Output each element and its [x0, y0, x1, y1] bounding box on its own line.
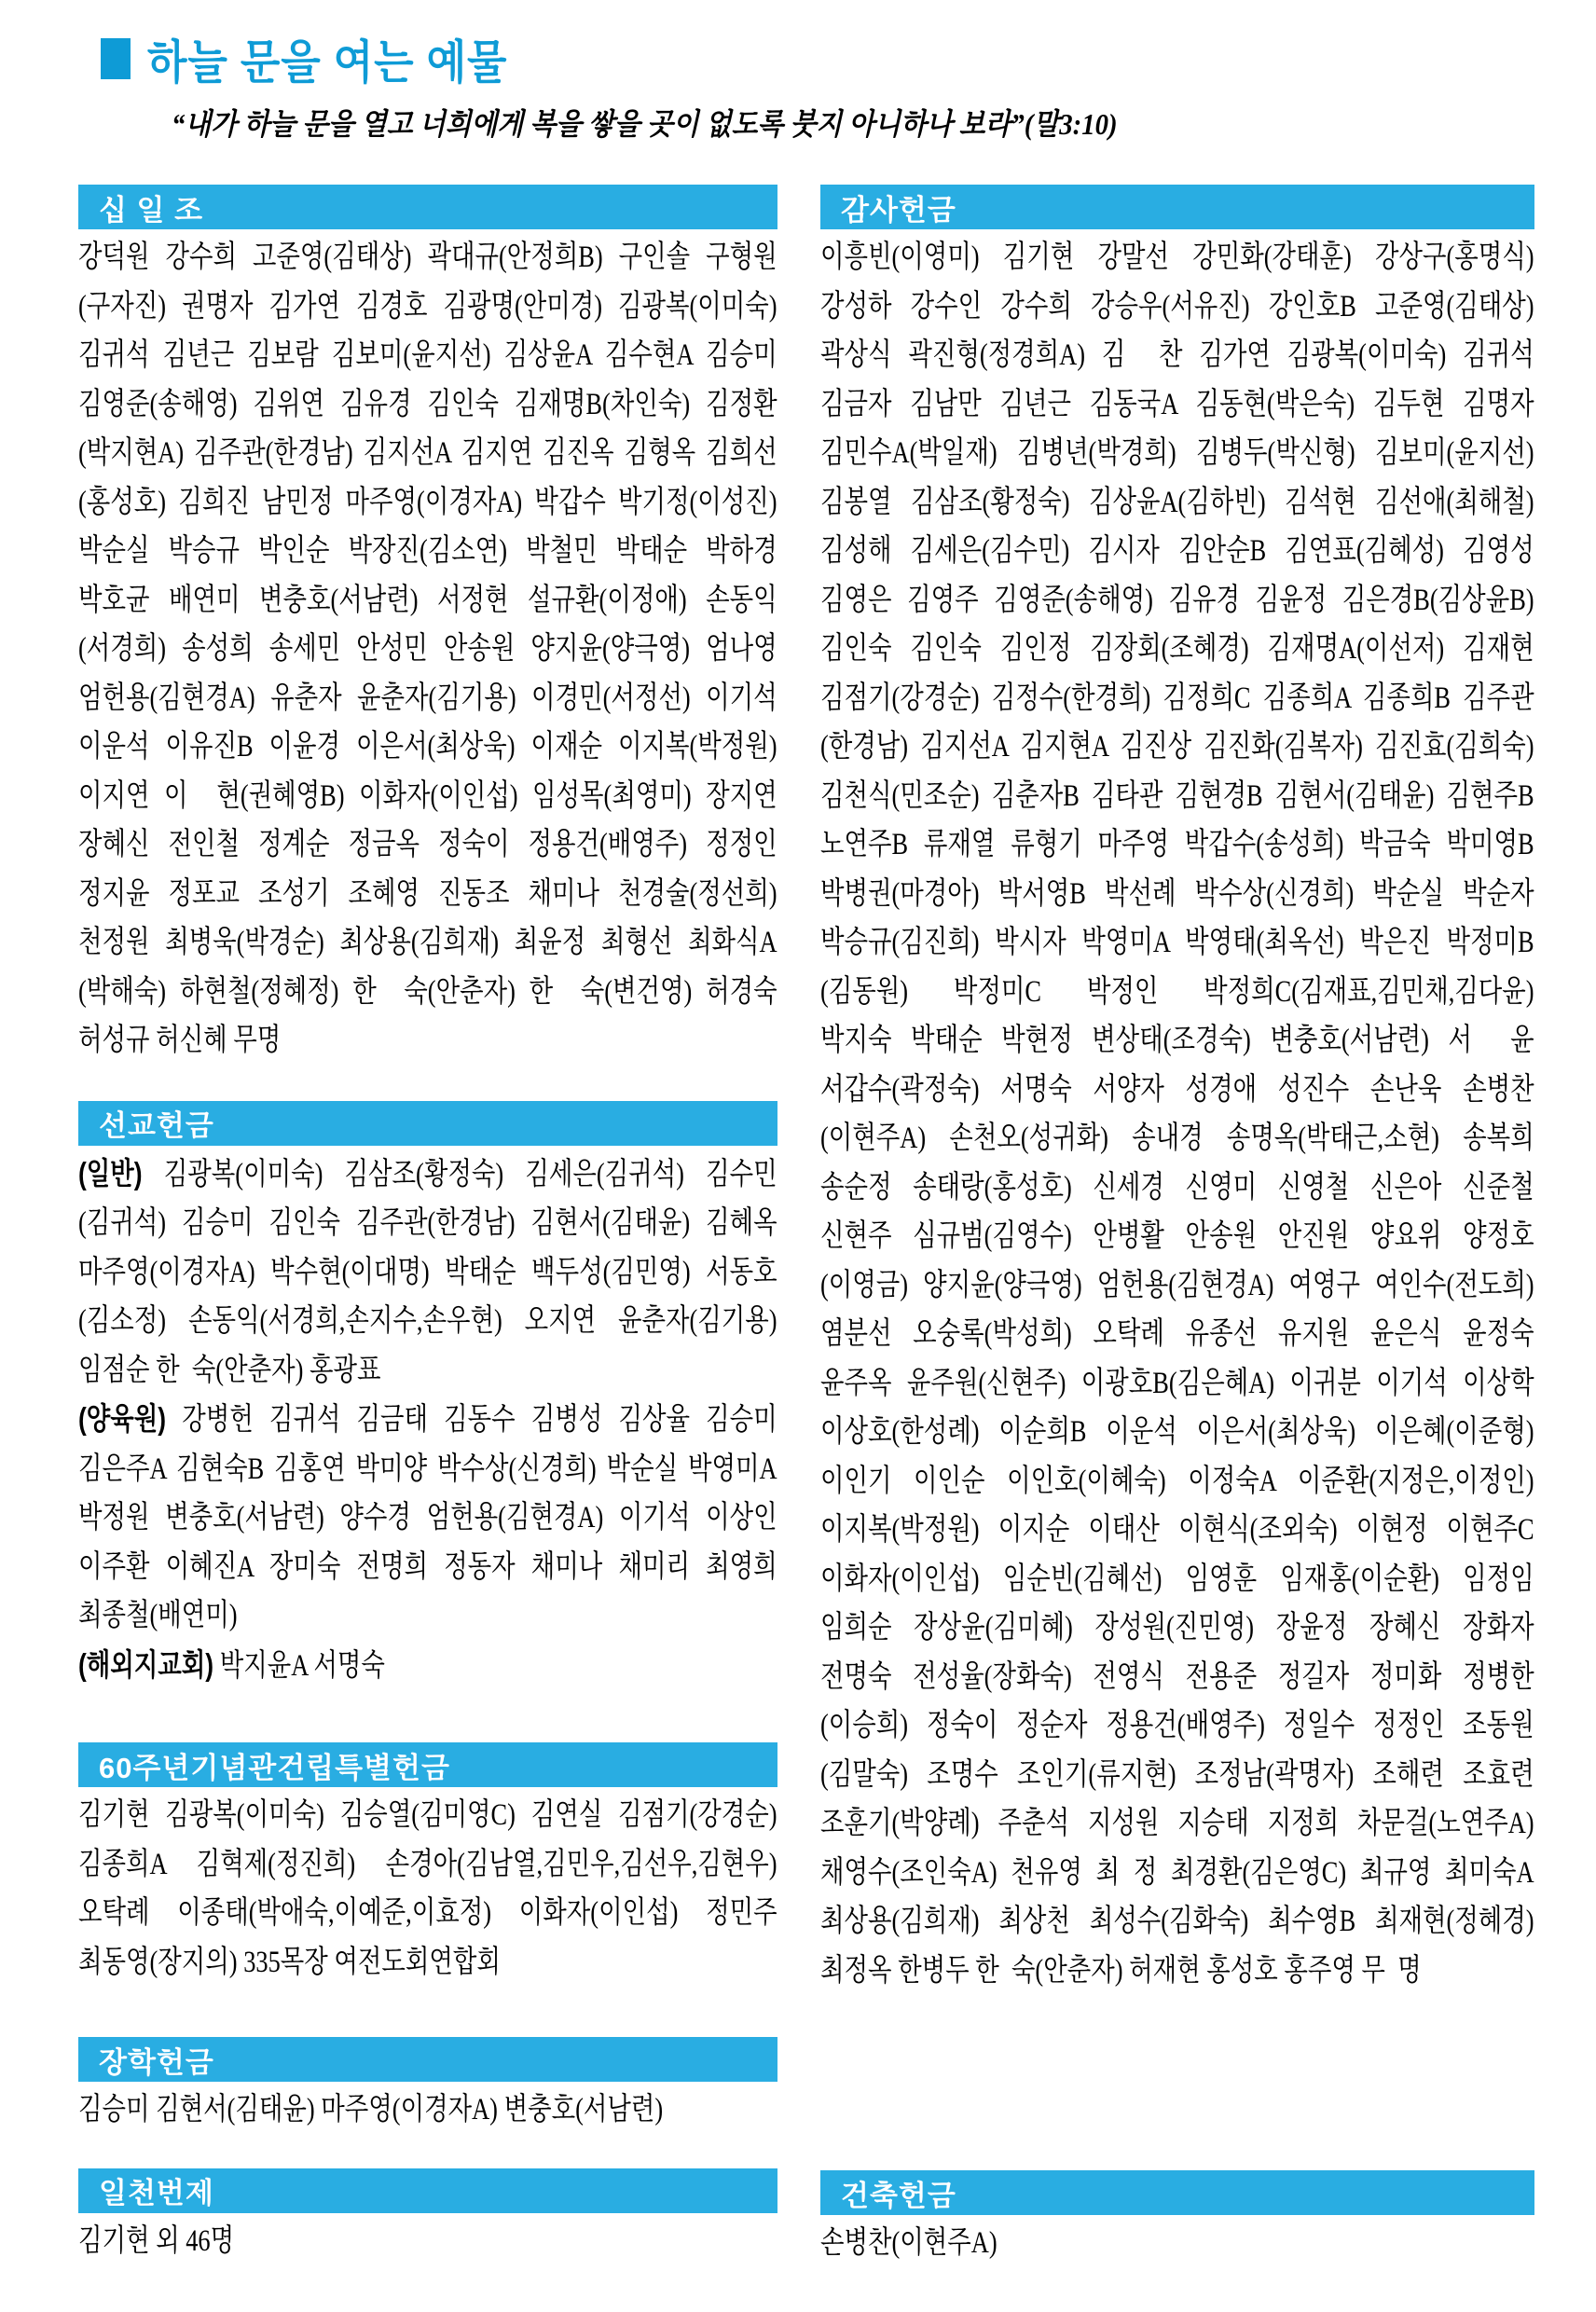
offering-names-line: 천정원 최병욱(박경순) 최상용(김희재) 최윤정 최형선 최화식A [78, 926, 777, 959]
section-header-thousand: 일천번제 [78, 2168, 777, 2213]
offering-names-line: 염분선 오숭록(박성희) 오탁례 유종선 유지원 윤은식 윤정숙 [820, 1317, 1534, 1351]
offering-names-line: 박지숙 박태순 박현정 변상태(조경숙) 변충호(서남련) 서 윤 [820, 1024, 1534, 1057]
section-header-thanksgiving: 감사헌금 [820, 185, 1534, 229]
offering-names-line: 임희순 장상윤(김미혜) 장성원(진민영) 장윤정 장혜신 장화자 [820, 1611, 1534, 1645]
section-body-thousand [78, 2213, 777, 2266]
offering-names-line: 오탁례 이종태(박애숙,이예준,이효정) 이화자(이인섭) 정민주 [78, 1896, 777, 1930]
section-memorial60 [78, 1742, 777, 1987]
offering-names-line: 박순실 박승규 박인순 박장진(김소연) 박철민 박태순 박하경 [78, 534, 777, 568]
section-header-scholarship: 장학헌금 [78, 2037, 777, 2082]
offering-names-line: 강덕원 강수희 고준영(김태상) 곽대규(안정희B) 구인솔 구형원 [78, 241, 777, 274]
offering-names-line: 손병찬(이현주A) [820, 2226, 998, 2260]
offering-names-line: (이현주A) 손천오(성귀화) 송내경 송명옥(박태근,소현) 송복희 [820, 1122, 1534, 1155]
offering-names-line: (박해숙) 하현철(정혜정) 한 숙(안춘자) 한 숙(변건영) 허경숙 [78, 974, 777, 1009]
section-header-building: 건축헌금 [820, 2170, 1534, 2215]
offering-names-line: (한경남) 김지선A 김지현A 김진상 김진화(김복자) 김진효(김희숙) [820, 730, 1534, 764]
group-label: (양육원) [78, 1401, 167, 1436]
left-column [78, 185, 777, 2268]
offering-names-line: (양육원) 강병헌 김귀석 김금태 김동수 김병성 김상율 김승미 [78, 1401, 777, 1437]
offering-names-line: 김은주A 김현숙B 김홍연 박미양 박수상(신경희) 박순실 박영미A [78, 1452, 777, 1486]
section-header-tithe: 십 일 조 [78, 185, 777, 229]
group-label: (일반) [78, 1155, 143, 1190]
offering-names-line: 조훈기(박양례) 주춘석 지성원 지승태 지정희 차문걸(노연주A) [820, 1807, 1534, 1840]
offering-names-line: (박지현A) 김주관(한경남) 김지선A 김지연 김진옥 김형옥 김희선 [78, 436, 777, 470]
offering-names-line: 박호균 배연미 변충호(서남련) 서정현 설규환(이정애) 손동익 [78, 583, 777, 617]
offering-names-line: 김영은 김영주 김영준(송해영) 김유경 김윤정 김은경B(김상윤B) [820, 583, 1534, 617]
offering-names-line: (구자진) 권명자 김가연 김경호 김광명(안미경) 김광복(이미숙) [78, 289, 777, 323]
offering-names-line: (홍성호) 김희진 남민정 마주영(이경자A) 박갑수 박기정(이성진) [78, 485, 777, 519]
offering-names-line: 윤주옥 윤주원(신현주) 이광호B(김은혜A) 이귀분 이기석 이상학 [820, 1366, 1534, 1400]
page-title-row [101, 32, 1596, 89]
offering-names-line: 임점순 한 숙(안춘자) 홍광표 [78, 1353, 381, 1387]
offering-names-line: (이승희) 정숙이 정순자 정용건(배영주) 정일수 정정인 조동원 [820, 1709, 1534, 1742]
offering-names-line: 김점기(강경순) 김정수(한경희) 김정희C 김종희A 김종희B 김주관 [820, 681, 1534, 715]
offering-names-line: 송순정 송태랑(홍성호) 신세경 신영미 신영철 신은아 신준철 [820, 1170, 1534, 1204]
offering-names-line: 정지윤 정포교 조성기 조혜영 진동조 채미나 천경술(정선희) [78, 876, 777, 911]
offering-names-line: (김동원) 박정미C 박정인 박정희C(김재표,김민채,김다윤) [820, 974, 1534, 1009]
offering-names-line: 김종희A 김혁제(정진희) 손경아(김남열,김민우,김선우,김현우) [78, 1847, 777, 1881]
offering-names-line: 신현주 심규범(김영수) 안병활 안송원 안진원 양요위 양정호 [820, 1219, 1534, 1253]
section-body-memorial60 [78, 1787, 777, 1987]
offering-names-line: 최상용(김희재) 최상천 최성수(김화숙) 최수영B 최재현(정혜경) [820, 1905, 1534, 1938]
offering-names-line: (김말숙) 조명수 조인기(류지현) 조정남(곽명자) 조해련 조효련 [820, 1757, 1534, 1792]
offering-names-line: (김소정) 손동익(서경희,손지수,손우현) 오지연 윤춘자(김기용) [78, 1304, 777, 1338]
offering-names-line: 전명숙 전성율(장화숙) 전영식 전용준 정길자 정미화 정병한 [820, 1659, 1534, 1694]
offering-names-line: 장혜신 전인철 정계순 정금옥 정숙이 정용건(배영주) 정정인 [78, 828, 777, 861]
section-body-thanksgiving [820, 229, 1534, 1995]
offering-names-line: 최종철(배연미) [78, 1599, 238, 1632]
offering-names-line: 김승미 김현서(김태윤) 마주영(이경자A) 변충호(서남련) [78, 2093, 664, 2126]
offering-names-line: 김금자 김남만 김년근 김동국A 김동현(박은숙) 김두현 김명자 [820, 387, 1534, 421]
offering-names-line: 김천식(민조순) 김춘자B 김타관 김현경B 김현서(김태윤) 김현주B [820, 778, 1534, 813]
offering-names-line: 마주영(이경자A) 박수현(이대명) 박태순 백두성(김민영) 서동호 [78, 1255, 777, 1289]
offering-names-line: 이지연 이 현(권혜영B) 이화자(이인섭) 임성목(최영미) 장지연 [78, 778, 777, 813]
offering-names-line: 강성하 강수인 강수희 강승우(서유진) 강인호B 고준영(김태상) [820, 289, 1534, 323]
offering-names-line: 김인숙 김인숙 김인정 김장회(조혜경) 김재명A(이선저) 김재현 [820, 632, 1534, 666]
offering-names-line: 김기현 외 46명 [78, 2223, 235, 2258]
page-title: 하늘 문을 여는 예물 [147, 36, 508, 89]
offering-names-line: 이지복(박정원) 이지순 이태산 이현식(조외숙) 이현정 이현주C [820, 1513, 1534, 1547]
section-thanksgiving [820, 185, 1534, 1995]
offering-names-line: 최동영(장지의) 335목장 여전도회연합회 [78, 1945, 501, 1979]
offering-names-line: 채영수(조인숙A) 천유영 최 정 최경환(김은영C) 최규영 최미숙A [820, 1855, 1534, 1890]
title-bullet-square [101, 38, 131, 79]
offering-names-line: 김영준(송해영) 김위연 김유경 김인숙 김재명B(차인숙) 김정환 [78, 387, 777, 421]
offering-names-line: 김민수A(박일재) 김병년(박경희) 김병두(박신형) 김보미(윤지선) [820, 436, 1534, 470]
offering-names-line: (해외지교회) 박지윤A 서명숙 [78, 1646, 385, 1683]
section-body-building [820, 2215, 1534, 2268]
offering-names-line: 이화자(이인섭) 임순빈(김혜선) 임영훈 임재홍(이순환) 임정임 [820, 1562, 1534, 1596]
section-body-scholarship [78, 2082, 777, 2135]
offering-names-line: 엄헌용(김현경A) 유춘자 윤춘자(김기용) 이경민(서정선) 이기석 [78, 681, 777, 715]
scripture-quote: “내가 하늘 문을 열고 너희에게 복을 쌓을 곳이 없도록 붓지 아니하나 보라”(말3:10) [172, 107, 1118, 141]
section-scholarship [78, 2037, 777, 2135]
offering-names-line: 김귀석 김년근 김보람 김보미(윤지선) 김상윤A 김수현A 김승미 [78, 338, 777, 372]
offering-names-line: 최정옥 한병두 한 숙(안춘자) 허재현 홍성호 홍주영 무 명 [820, 1953, 1422, 1988]
offering-names-line: 박병권(마경아) 박서영B 박선례 박수상(신경희) 박순실 박순자 [820, 876, 1534, 911]
offering-names-line: (서경희) 송성희 송세민 안성민 안송원 양지윤(양극영) 엄나영 [78, 632, 777, 666]
offering-names-line: 이흥빈(이영미) 김기현 강말선 강민화(강태훈) 강상구(홍명식) [820, 241, 1534, 274]
offering-names-line: 박정원 변충호(서남련) 양수경 엄헌용(김현경A) 이기석 이상인 [78, 1501, 777, 1534]
offering-names-line: 서갑수(곽정숙) 서명숙 서양자 성경애 성진수 손난욱 손병찬 [820, 1072, 1534, 1107]
offering-names-line: 이주환 이혜진A 장미숙 전명희 정동자 채미나 채미리 최영희 [78, 1549, 777, 1584]
section-header-memorial60: 60주년기념관건립특별헌금 [78, 1742, 777, 1787]
offering-names-line: (김귀석) 김승미 김인숙 김주관(한경남) 김현서(김태윤) 김혜옥 [78, 1206, 777, 1240]
offering-names-line: (이영금) 양지윤(양극영) 엄헌용(김현경A) 여영구 여인수(전도희) [820, 1268, 1534, 1302]
offering-names-line: 노연주B 류재열 류형기 마주영 박갑수(송성희) 박금숙 박미영B [820, 828, 1534, 861]
section-mission [78, 1101, 777, 1691]
offering-names-line: 김기현 김광복(이미숙) 김승열(김미영C) 김연실 김점기(강경순) [78, 1798, 777, 1832]
offering-names-line: 김봉열 김삼조(황정숙) 김상윤A(김하빈) 김석현 김선애(최해철) [820, 485, 1534, 519]
section-thousand [78, 2168, 777, 2266]
offering-columns [78, 185, 1596, 2268]
group-label: (해외지교회) [78, 1646, 214, 1682]
section-building [820, 2170, 1534, 2268]
section-tithe [78, 185, 777, 1066]
offering-names-line: 박승규(김진희) 박시자 박영미A 박영태(최옥선) 박은진 박정미B [820, 926, 1534, 959]
offering-names-line: 곽상식 곽진형(정경희A) 김 찬 김가연 김광복(이미숙) 김귀석 [820, 338, 1534, 372]
section-header-mission: 선교헌금 [78, 1101, 777, 1146]
offering-names-line: 허성규 허신혜 무명 [78, 1024, 282, 1057]
section-body-tithe [78, 229, 777, 1066]
section-body-mission [78, 1146, 777, 1691]
right-column [820, 185, 1534, 2268]
offering-names-line: 이상호(한성례) 이순희B 이운석 이은서(최상욱) 이은혜(이준형) [820, 1415, 1534, 1449]
offering-names-line: 이운석 이유진B 이윤경 이은서(최상욱) 이재순 이지복(박정원) [78, 730, 777, 764]
offering-names-line: 김성해 김세은(김수민) 김시자 김안순B 김연표(김혜성) 김영성 [820, 534, 1534, 568]
offering-names-line: 이인기 이인순 이인호(이혜숙) 이정숙A 이준환(지정은,이정인) [820, 1464, 1534, 1498]
offering-names-line: (일반) 김광복(이미숙) 김삼조(황정숙) 김세은(김귀석) 김수민 [78, 1155, 777, 1191]
